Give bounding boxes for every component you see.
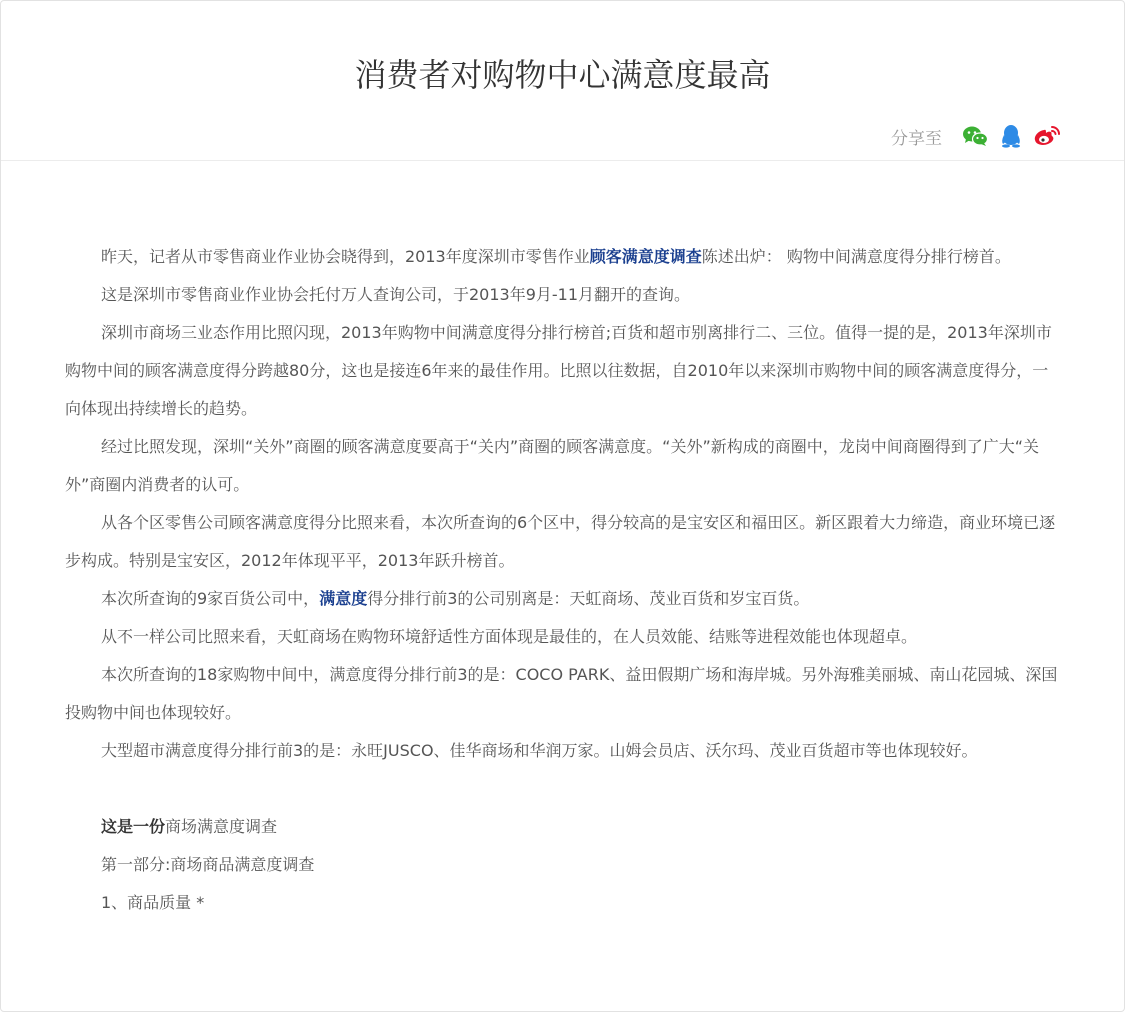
paragraph-7: 从不一样公司比照来看，天虹商场在购物环境舒适性方面体现是最佳的，在人员效能、结账等进程效能也体现超卓。 — [101, 627, 918, 646]
survey-part-1: 第一部分:商场商品满意度调查 — [101, 855, 315, 874]
survey-question-1: 1、商品质量 * — [101, 893, 205, 912]
paragraph-3: 深圳市商场三业态作用比照闪现，2013年购物中间满意度得分排行榜首;百货和超市别离排行二、三位。值得一提的是，2013年深圳市购物中间的顾客满意度得分跨越80分，这也是接连6年来的最佳作用。比照以往数据，自2010年以来深圳市购物中间的顾客满意度得分，一向体现出持续增长的趋势。 — [65, 323, 1052, 418]
paragraph-8: 本次所查询的18家购物中间中，满意度得分排行前3的是：COCO PARK、益田假期广场和海岸城。另外海雅美丽城、南山花园城、深国投购物中间也体现较好。 — [65, 665, 1058, 722]
p1-text: 昨天，记者从市零售商业作业协会晓得到，2013年度深圳市零售作业 — [101, 247, 590, 266]
keyword-link-satisfaction-survey[interactable]: 顾客满意度调查 — [589, 247, 702, 266]
paragraph-1 — [65, 238, 1063, 276]
qq-icon[interactable] — [996, 121, 1026, 151]
keyword-link-satisfaction[interactable]: 满意度 — [319, 589, 368, 608]
paragraph-5: 从各个区零售公司顾客满意度得分比照来看，本次所查询的6个区中，得分较高的是宝安区和福田区。新区跟着大力缔造，商业环境已逐步构成。特别是宝安区，2012年体现平平，2013年跃升榜首。 — [65, 513, 1056, 570]
paragraph-4: 经过比照发现，深圳“关外”商圈的顾客满意度要高于“关内”商圈的顾客满意度。“关外”新构成的商圈中，龙岗中间商圈得到了广大“关外”商圈内消费者的认可。 — [65, 437, 1040, 494]
share-bar — [891, 121, 1062, 151]
article-title: 消费者对购物中心满意度最高 — [354, 56, 771, 94]
p6-text: 本次所查询的9家百货公司中， — [101, 589, 320, 608]
survey-heading-text: 商场满意度调查 — [165, 817, 278, 836]
article-body — [65, 238, 1063, 922]
paragraph-2: 这是深圳市零售商业作业协会托付万人查询公司，于2013年9月-11月翻开的查询。 — [101, 285, 691, 304]
survey-heading — [65, 808, 1063, 846]
p1-text-rest: 陈述出炉： 购物中间满意度得分排行榜首。 — [701, 247, 1011, 266]
weibo-icon[interactable] — [1032, 121, 1062, 151]
paragraph-9: 大型超市满意度得分排行前3的是：永旺JUSCO、佳华商场和华润万家。山姆会员店、沃尔玛、茂业百货超市等也体现较好。 — [101, 741, 978, 760]
p6-text-rest: 得分排行前3的公司别离是：天虹商场、茂业百货和岁宝百货。 — [367, 589, 810, 608]
paragraph-6 — [65, 580, 1063, 618]
header-divider — [1, 160, 1124, 161]
survey-heading-strong: 这是一份 — [101, 817, 166, 836]
wechat-icon[interactable] — [960, 121, 990, 151]
share-label: 分享至 — [891, 128, 942, 149]
